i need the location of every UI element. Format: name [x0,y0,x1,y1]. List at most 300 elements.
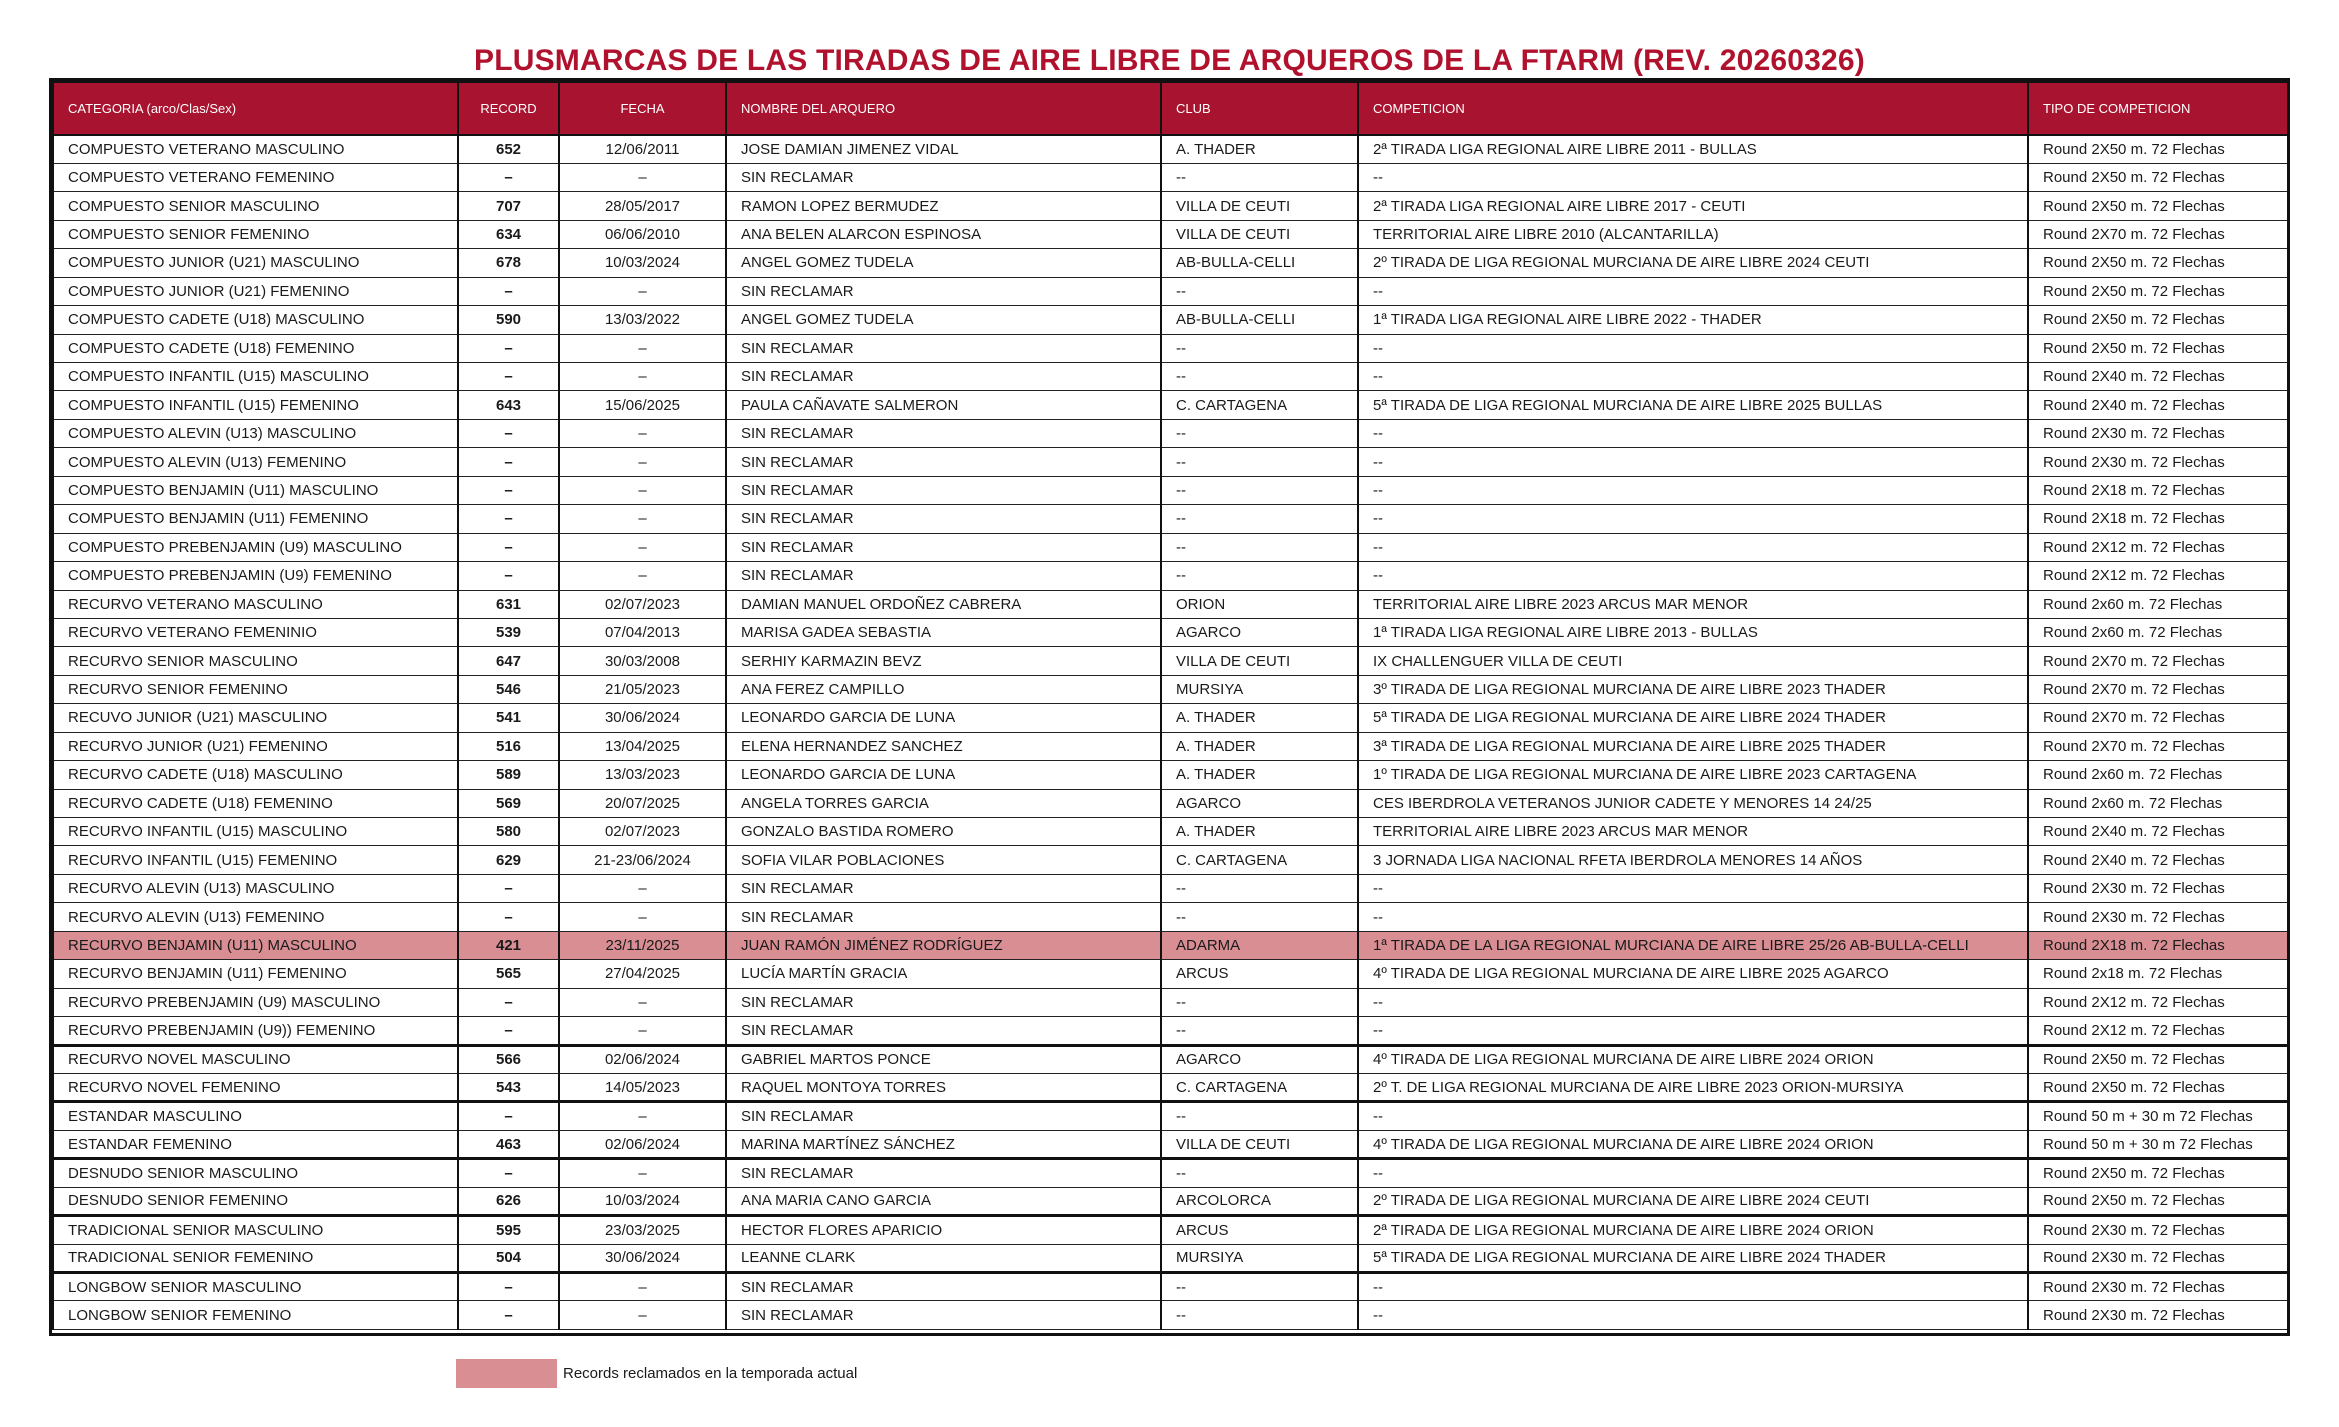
cell-record: – [458,363,559,391]
cell-record: 634 [458,220,559,248]
cell-competicion: 5ª TIRADA DE LIGA REGIONAL MURCIANA DE AIRE LIBRE 2025 BULLAS [1358,391,2028,419]
cell-nombre: PAULA CAÑAVATE SALMERON [726,391,1161,419]
cell-categoria: TRADICIONAL SENIOR FEMENINO [53,1244,458,1272]
cell-competicion: -- [1358,448,2028,476]
cell-record: 678 [458,249,559,277]
cell-record: 647 [458,647,559,675]
cell-fecha: – [559,1273,726,1301]
cell-tipo: Round 2X70 m. 72 Flechas [2028,647,2288,675]
cell-nombre: SIN RECLAMAR [726,334,1161,362]
cell-record: 707 [458,192,559,220]
cell-club: A. THADER [1161,761,1358,789]
cell-fecha: 13/04/2025 [559,732,726,760]
cell-nombre: ANGEL GOMEZ TUDELA [726,306,1161,334]
cell-tipo: Round 2X30 m. 72 Flechas [2028,1244,2288,1272]
cell-club: VILLA DE CEUTI [1161,192,1358,220]
cell-club: A. THADER [1161,732,1358,760]
table-row [53,306,2288,334]
cell-competicion: -- [1358,874,2028,902]
cell-nombre: SIN RECLAMAR [726,277,1161,305]
cell-categoria: RECURVO CADETE (U18) MASCULINO [53,761,458,789]
cell-club: AGARCO [1161,618,1358,646]
cell-categoria: RECURVO INFANTIL (U15) MASCULINO [53,818,458,846]
cell-tipo: Round 2X50 m. 72 Flechas [2028,249,2288,277]
cell-fecha: 02/07/2023 [559,590,726,618]
cell-competicion: 2º TIRADA DE LIGA REGIONAL MURCIANA DE AIRE LIBRE 2024 CEUTI [1358,249,2028,277]
cell-fecha: 20/07/2025 [559,789,726,817]
cell-competicion: 2ª TIRADA LIGA REGIONAL AIRE LIBRE 2017 - CEUTI [1358,192,2028,220]
cell-tipo: Round 2X30 m. 72 Flechas [2028,903,2288,931]
cell-tipo: Round 2X12 m. 72 Flechas [2028,1017,2288,1045]
cell-club: A. THADER [1161,818,1358,846]
cell-club: MURSIYA [1161,1244,1358,1272]
cell-record: 652 [458,135,559,163]
cell-competicion: -- [1358,533,2028,561]
cell-tipo: Round 2X50 m. 72 Flechas [2028,1045,2288,1073]
cell-club: AGARCO [1161,789,1358,817]
table-row [53,1130,2288,1158]
cell-competicion: 4º TIRADA DE LIGA REGIONAL MURCIANA DE AIRE LIBRE 2025 AGARCO [1358,960,2028,988]
cell-competicion: -- [1358,419,2028,447]
cell-competicion: 4º TIRADA DE LIGA REGIONAL MURCIANA DE AIRE LIBRE 2024 ORION [1358,1045,2028,1073]
cell-categoria: RECURVO VETERANO MASCULINO [53,590,458,618]
header-club: CLUB [1161,82,1358,135]
cell-nombre: GONZALO BASTIDA ROMERO [726,818,1161,846]
cell-nombre: JOSE DAMIAN JIMENEZ VIDAL [726,135,1161,163]
cell-nombre: LUCÍA MARTÍN GRACIA [726,960,1161,988]
cell-fecha: – [559,419,726,447]
cell-fecha: 13/03/2023 [559,761,726,789]
cell-club: ADARMA [1161,931,1358,959]
cell-fecha: 14/05/2023 [559,1073,726,1101]
cell-fecha: – [559,163,726,191]
table-row [53,846,2288,874]
cell-fecha: 13/03/2022 [559,306,726,334]
table-row [53,1301,2288,1329]
cell-record: – [458,419,559,447]
cell-fecha: – [559,1301,726,1329]
cell-nombre: MARINA MARTÍNEZ SÁNCHEZ [726,1130,1161,1158]
cell-club: AB-BULLA-CELLI [1161,306,1358,334]
cell-tipo: Round 2X50 m. 72 Flechas [2028,1073,2288,1101]
cell-nombre: SIN RECLAMAR [726,505,1161,533]
cell-record: 629 [458,846,559,874]
cell-competicion: 2º TIRADA DE LIGA REGIONAL MURCIANA DE AIRE LIBRE 2024 CEUTI [1358,1187,2028,1215]
cell-record: – [458,163,559,191]
cell-nombre: LEANNE CLARK [726,1244,1161,1272]
cell-nombre: SIN RECLAMAR [726,1301,1161,1329]
cell-club: AGARCO [1161,1045,1358,1073]
cell-competicion: 4º TIRADA DE LIGA REGIONAL MURCIANA DE AIRE LIBRE 2024 ORION [1358,1130,2028,1158]
cell-tipo: Round 50 m + 30 m 72 Flechas [2028,1130,2288,1158]
cell-fecha: 30/06/2024 [559,704,726,732]
cell-competicion: 1º TIRADA DE LIGA REGIONAL MURCIANA DE AIRE LIBRE 2023 CARTAGENA [1358,761,2028,789]
cell-nombre: SOFIA VILAR POBLACIONES [726,846,1161,874]
legend-swatch [456,1359,557,1388]
cell-tipo: Round 2x60 m. 72 Flechas [2028,761,2288,789]
cell-fecha: – [559,874,726,902]
cell-club: -- [1161,874,1358,902]
table-row [53,1187,2288,1215]
cell-record: – [458,505,559,533]
cell-record: 631 [458,590,559,618]
cell-categoria: RECURVO BENJAMIN (U11) MASCULINO [53,931,458,959]
cell-record: – [458,277,559,305]
cell-tipo: Round 50 m + 30 m 72 Flechas [2028,1102,2288,1130]
cell-nombre: SIN RECLAMAR [726,874,1161,902]
cell-nombre: RAQUEL MONTOYA TORRES [726,1073,1161,1101]
cell-competicion: 2ª TIRADA DE LIGA REGIONAL MURCIANA DE AIRE LIBRE 2024 ORION [1358,1216,2028,1244]
cell-competicion: -- [1358,277,2028,305]
table-row [53,1244,2288,1272]
cell-record: 543 [458,1073,559,1101]
table-row [53,988,2288,1016]
table-row [53,903,2288,931]
cell-tipo: Round 2X30 m. 72 Flechas [2028,1273,2288,1301]
table-header-row [53,82,2288,135]
cell-fecha: – [559,505,726,533]
cell-categoria: COMPUESTO BENJAMIN (U11) MASCULINO [53,476,458,504]
cell-competicion: -- [1358,1301,2028,1329]
cell-club: VILLA DE CEUTI [1161,647,1358,675]
cell-categoria: COMPUESTO ALEVIN (U13) MASCULINO [53,419,458,447]
cell-tipo: Round 2x18 m. 72 Flechas [2028,960,2288,988]
cell-nombre: ANA BELEN ALARCON ESPINOSA [726,220,1161,248]
cell-club: C. CARTAGENA [1161,846,1358,874]
cell-club: -- [1161,448,1358,476]
table-row [53,618,2288,646]
cell-club: -- [1161,1102,1358,1130]
cell-nombre: DAMIAN MANUEL ORDOÑEZ CABRERA [726,590,1161,618]
cell-competicion: -- [1358,476,2028,504]
table-row [53,647,2288,675]
table-row [53,448,2288,476]
cell-club: -- [1161,476,1358,504]
records-table-container [49,78,2290,1336]
cell-categoria: RECURVO JUNIOR (U21) FEMENINO [53,732,458,760]
cell-competicion: -- [1358,1159,2028,1187]
table-row [53,704,2288,732]
cell-fecha: 06/06/2010 [559,220,726,248]
cell-tipo: Round 2X40 m. 72 Flechas [2028,363,2288,391]
cell-tipo: Round 2X50 m. 72 Flechas [2028,163,2288,191]
cell-tipo: Round 2x60 m. 72 Flechas [2028,590,2288,618]
cell-club: C. CARTAGENA [1161,391,1358,419]
cell-competicion: 2ª TIRADA LIGA REGIONAL AIRE LIBRE 2011 - BULLAS [1358,135,2028,163]
cell-club: ORION [1161,590,1358,618]
cell-competicion: -- [1358,1017,2028,1045]
cell-categoria: RECURVO NOVEL MASCULINO [53,1045,458,1073]
cell-categoria: COMPUESTO VETERANO MASCULINO [53,135,458,163]
cell-categoria: RECURVO PREBENJAMIN (U9)) FEMENINO [53,1017,458,1045]
cell-nombre: SIN RECLAMAR [726,903,1161,931]
cell-nombre: LEONARDO GARCIA DE LUNA [726,761,1161,789]
cell-categoria: RECURVO VETERANO FEMENINIO [53,618,458,646]
cell-tipo: Round 2X70 m. 72 Flechas [2028,704,2288,732]
cell-nombre: LEONARDO GARCIA DE LUNA [726,704,1161,732]
cell-fecha: – [559,448,726,476]
header-record: RECORD [458,82,559,135]
cell-record: – [458,1301,559,1329]
cell-categoria: RECURVO INFANTIL (U15) FEMENINO [53,846,458,874]
cell-club: VILLA DE CEUTI [1161,220,1358,248]
cell-competicion: IX CHALLENGUER VILLA DE CEUTI [1358,647,2028,675]
cell-competicion: 1ª TIRADA LIGA REGIONAL AIRE LIBRE 2013 - BULLAS [1358,618,2028,646]
table-row [53,789,2288,817]
legend-text: Records reclamados en la temporada actual [563,1364,858,1382]
cell-club: ARCUS [1161,960,1358,988]
cell-tipo: Round 2X50 m. 72 Flechas [2028,334,2288,362]
cell-categoria: COMPUESTO INFANTIL (U15) FEMENINO [53,391,458,419]
cell-club: -- [1161,1301,1358,1329]
cell-club: ARCUS [1161,1216,1358,1244]
cell-competicion: -- [1358,903,2028,931]
cell-fecha: – [559,363,726,391]
cell-competicion: 5ª TIRADA DE LIGA REGIONAL MURCIANA DE AIRE LIBRE 2024 THADER [1358,1244,2028,1272]
cell-record: 590 [458,306,559,334]
table-row [53,874,2288,902]
cell-categoria: LONGBOW SENIOR FEMENINO [53,1301,458,1329]
cell-record: – [458,334,559,362]
table-body [53,135,2288,1329]
table-row [53,135,2288,163]
table-row [53,1073,2288,1101]
cell-competicion: -- [1358,1102,2028,1130]
cell-nombre: JUAN RAMÓN JIMÉNEZ RODRÍGUEZ [726,931,1161,959]
cell-record: 421 [458,931,559,959]
table-row [53,533,2288,561]
cell-tipo: Round 2X40 m. 72 Flechas [2028,818,2288,846]
table-row [53,334,2288,362]
cell-nombre: SIN RECLAMAR [726,1017,1161,1045]
cell-fecha: 21-23/06/2024 [559,846,726,874]
cell-nombre: HECTOR FLORES APARICIO [726,1216,1161,1244]
cell-club: -- [1161,533,1358,561]
cell-fecha: 28/05/2017 [559,192,726,220]
cell-competicion: 5ª TIRADA DE LIGA REGIONAL MURCIANA DE AIRE LIBRE 2024 THADER [1358,704,2028,732]
cell-record: – [458,562,559,590]
cell-competicion: 2º T. DE LIGA REGIONAL MURCIANA DE AIRE LIBRE 2023 ORION-MURSIYA [1358,1073,2028,1101]
cell-tipo: Round 2X70 m. 72 Flechas [2028,220,2288,248]
cell-competicion: TERRITORIAL AIRE LIBRE 2010 (ALCANTARILLA) [1358,220,2028,248]
cell-categoria: COMPUESTO VETERANO FEMENINO [53,163,458,191]
table-row [53,192,2288,220]
table-row [53,363,2288,391]
cell-fecha: – [559,988,726,1016]
cell-nombre: MARISA GADEA SEBASTIA [726,618,1161,646]
cell-competicion: -- [1358,562,2028,590]
cell-nombre: RAMON LOPEZ BERMUDEZ [726,192,1161,220]
cell-record: 566 [458,1045,559,1073]
cell-fecha: 10/03/2024 [559,249,726,277]
cell-club: -- [1161,1273,1358,1301]
cell-tipo: Round 2X12 m. 72 Flechas [2028,988,2288,1016]
cell-record: – [458,476,559,504]
cell-nombre: SERHIY KARMAZIN BEVZ [726,647,1161,675]
cell-tipo: Round 2X12 m. 72 Flechas [2028,562,2288,590]
cell-club: -- [1161,988,1358,1016]
cell-record: 504 [458,1244,559,1272]
cell-record: 626 [458,1187,559,1215]
cell-record: 539 [458,618,559,646]
cell-fecha: 10/03/2024 [559,1187,726,1215]
cell-record: – [458,903,559,931]
cell-competicion: -- [1358,163,2028,191]
cell-club: -- [1161,1017,1358,1045]
cell-competicion: 3º TIRADA DE LIGA REGIONAL MURCIANA DE AIRE LIBRE 2023 THADER [1358,675,2028,703]
cell-competicion: -- [1358,505,2028,533]
cell-tipo: Round 2X50 m. 72 Flechas [2028,306,2288,334]
cell-nombre: ANGEL GOMEZ TUDELA [726,249,1161,277]
cell-record: 595 [458,1216,559,1244]
cell-categoria: RECURVO ALEVIN (U13) MASCULINO [53,874,458,902]
header-categoria: CATEGORIA (arco/Clas/Sex) [53,82,458,135]
cell-record: 580 [458,818,559,846]
cell-categoria: DESNUDO SENIOR FEMENINO [53,1187,458,1215]
cell-tipo: Round 2X70 m. 72 Flechas [2028,732,2288,760]
table-row [53,732,2288,760]
cell-nombre: SIN RECLAMAR [726,533,1161,561]
table-row [53,562,2288,590]
table-row [53,1273,2288,1301]
cell-competicion: 1ª TIRADA LIGA REGIONAL AIRE LIBRE 2022 - THADER [1358,306,2028,334]
cell-tipo: Round 2X50 m. 72 Flechas [2028,1187,2288,1215]
cell-fecha: 02/07/2023 [559,818,726,846]
cell-categoria: RECURVO SENIOR MASCULINO [53,647,458,675]
cell-tipo: Round 2X30 m. 72 Flechas [2028,1301,2288,1329]
cell-categoria: RECUVO JUNIOR (U21) MASCULINO [53,704,458,732]
table-row [53,1045,2288,1073]
cell-fecha: – [559,476,726,504]
cell-competicion: TERRITORIAL AIRE LIBRE 2023 ARCUS MAR MENOR [1358,590,2028,618]
cell-fecha: 23/03/2025 [559,1216,726,1244]
cell-fecha: 02/06/2024 [559,1045,726,1073]
cell-competicion: 3ª TIRADA DE LIGA REGIONAL MURCIANA DE AIRE LIBRE 2025 THADER [1358,732,2028,760]
cell-competicion: -- [1358,334,2028,362]
cell-fecha: 15/06/2025 [559,391,726,419]
table-row [53,277,2288,305]
cell-nombre: ELENA HERNANDEZ SANCHEZ [726,732,1161,760]
cell-club: A. THADER [1161,704,1358,732]
cell-categoria: COMPUESTO CADETE (U18) MASCULINO [53,306,458,334]
cell-categoria: RECURVO ALEVIN (U13) FEMENINO [53,903,458,931]
cell-tipo: Round 2X30 m. 72 Flechas [2028,448,2288,476]
cell-fecha: 30/06/2024 [559,1244,726,1272]
cell-categoria: COMPUESTO INFANTIL (U15) MASCULINO [53,363,458,391]
cell-tipo: Round 2X12 m. 72 Flechas [2028,533,2288,561]
cell-fecha: – [559,1102,726,1130]
cell-club: A. THADER [1161,135,1358,163]
cell-tipo: Round 2X50 m. 72 Flechas [2028,192,2288,220]
cell-nombre: SIN RECLAMAR [726,988,1161,1016]
cell-club: -- [1161,903,1358,931]
cell-categoria: COMPUESTO ALEVIN (U13) FEMENINO [53,448,458,476]
cell-tipo: Round 2X30 m. 72 Flechas [2028,874,2288,902]
cell-competicion: -- [1358,988,2028,1016]
cell-categoria: RECURVO SENIOR FEMENINO [53,675,458,703]
cell-categoria: LONGBOW SENIOR MASCULINO [53,1273,458,1301]
table-row [53,1159,2288,1187]
cell-competicion: 3 JORNADA LIGA NACIONAL RFETA IBERDROLA MENORES 14 AÑOS [1358,846,2028,874]
cell-club: MURSIYA [1161,675,1358,703]
cell-record: 565 [458,960,559,988]
cell-club: -- [1161,562,1358,590]
cell-record: – [458,988,559,1016]
cell-categoria: COMPUESTO JUNIOR (U21) MASCULINO [53,249,458,277]
cell-tipo: Round 2X50 m. 72 Flechas [2028,1159,2288,1187]
cell-fecha: 12/06/2011 [559,135,726,163]
cell-club: -- [1161,163,1358,191]
cell-categoria: COMPUESTO PREBENJAMIN (U9) MASCULINO [53,533,458,561]
table-row [53,590,2288,618]
cell-categoria: COMPUESTO BENJAMIN (U11) FEMENINO [53,505,458,533]
cell-record: 589 [458,761,559,789]
cell-fecha: – [559,1159,726,1187]
cell-club: -- [1161,363,1358,391]
cell-fecha: – [559,1017,726,1045]
cell-tipo: Round 2X30 m. 72 Flechas [2028,1216,2288,1244]
cell-club: -- [1161,1159,1358,1187]
cell-categoria: COMPUESTO JUNIOR (U21) FEMENINO [53,277,458,305]
cell-categoria: COMPUESTO CADETE (U18) FEMENINO [53,334,458,362]
cell-nombre: SIN RECLAMAR [726,363,1161,391]
cell-fecha: – [559,903,726,931]
cell-categoria: RECURVO PREBENJAMIN (U9) MASCULINO [53,988,458,1016]
cell-nombre: SIN RECLAMAR [726,476,1161,504]
cell-nombre: GABRIEL MARTOS PONCE [726,1045,1161,1073]
cell-fecha: 07/04/2013 [559,618,726,646]
cell-categoria: RECURVO CADETE (U18) FEMENINO [53,789,458,817]
cell-record: – [458,448,559,476]
cell-fecha: – [559,334,726,362]
table-row [53,1216,2288,1244]
table-row [53,675,2288,703]
cell-tipo: Round 2X18 m. 72 Flechas [2028,476,2288,504]
cell-club: ARCOLORCA [1161,1187,1358,1215]
cell-categoria: ESTANDAR FEMENINO [53,1130,458,1158]
cell-fecha: – [559,533,726,561]
cell-record: – [458,1017,559,1045]
cell-nombre: SIN RECLAMAR [726,562,1161,590]
cell-tipo: Round 2X40 m. 72 Flechas [2028,846,2288,874]
cell-nombre: SIN RECLAMAR [726,419,1161,447]
cell-club: -- [1161,505,1358,533]
cell-competicion: 1ª TIRADA DE LA LIGA REGIONAL MURCIANA DE AIRE LIBRE 25/26 AB-BULLA-CELLI [1358,931,2028,959]
legend [456,1358,857,1388]
cell-club: VILLA DE CEUTI [1161,1130,1358,1158]
table-row [53,505,2288,533]
cell-club: -- [1161,419,1358,447]
table-row [53,1102,2288,1130]
cell-categoria: RECURVO NOVEL FEMENINO [53,1073,458,1101]
cell-record: 516 [458,732,559,760]
cell-fecha: 27/04/2025 [559,960,726,988]
table-row [53,476,2288,504]
cell-fecha: 21/05/2023 [559,675,726,703]
header-competicion: COMPETICION [1358,82,2028,135]
table-row [53,960,2288,988]
cell-tipo: Round 2x60 m. 72 Flechas [2028,618,2288,646]
table-row [53,249,2288,277]
header-nombre: NOMBRE DEL ARQUERO [726,82,1161,135]
cell-club: -- [1161,334,1358,362]
cell-record: – [458,1102,559,1130]
cell-fecha: 23/11/2025 [559,931,726,959]
table-row [53,391,2288,419]
cell-tipo: Round 2X70 m. 72 Flechas [2028,675,2288,703]
cell-club: -- [1161,277,1358,305]
header-fecha: FECHA [559,82,726,135]
